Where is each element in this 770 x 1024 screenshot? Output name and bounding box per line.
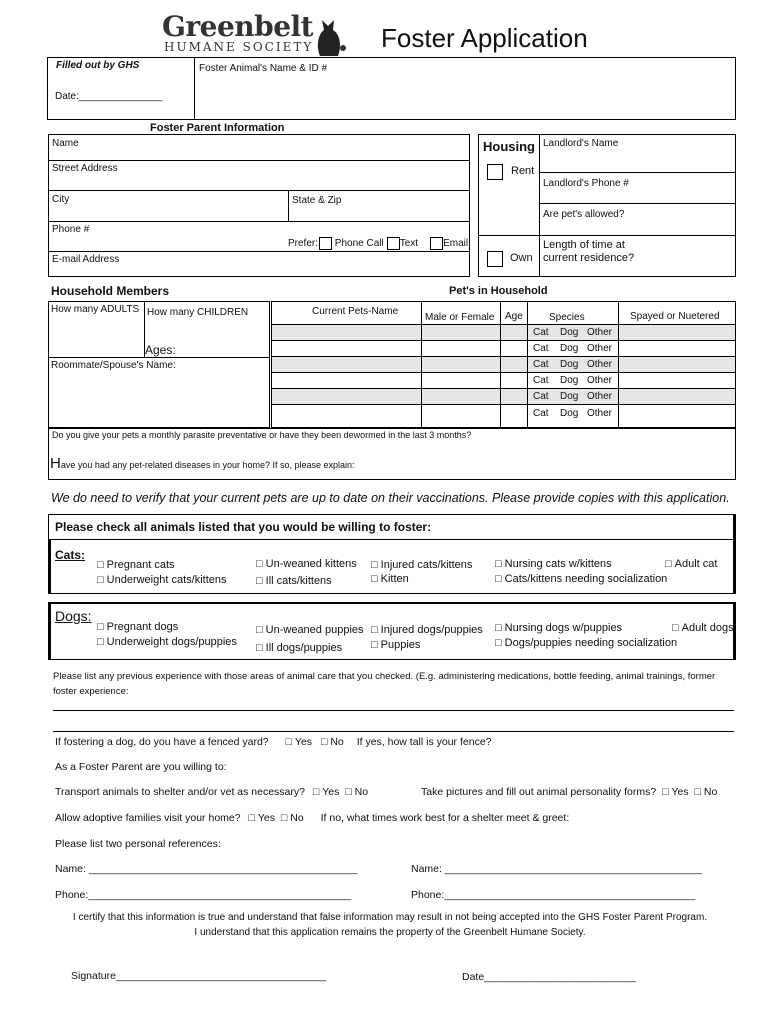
own-label: Own — [510, 252, 533, 264]
cat-pregnant-option[interactable]: □ Pregnant cats — [97, 559, 175, 571]
visit-text: Allow adoptive families visit your home? — [55, 812, 241, 824]
prefer-call-checkbox[interactable] — [319, 237, 332, 250]
certification-text — [0, 910, 770, 940]
page-title: Foster Application — [381, 23, 588, 53]
yard-yes-option[interactable]: □ Yes — [286, 736, 312, 748]
species-option-dog[interactable]: Dog — [560, 327, 579, 338]
pictures-yes-option[interactable]: □ Yes — [662, 786, 688, 798]
pets-heading: Pet's in Household — [449, 285, 548, 297]
adults-field[interactable]: How many ADULTS — [51, 304, 140, 315]
street-field[interactable]: Street Address — [52, 163, 118, 174]
ghs-date-field[interactable]: Date:_______________ — [55, 91, 163, 102]
dog-nursing-option[interactable]: □ Nursing dogs w/puppies — [495, 622, 622, 634]
species-option-cat[interactable]: Cat — [533, 359, 549, 370]
ghs-box — [47, 57, 736, 120]
dog-injured-option[interactable]: □ Injured dogs/puppies — [371, 624, 483, 636]
landlord-name-field[interactable]: Landlord's Name — [543, 138, 619, 149]
species-option-cat[interactable]: Cat — [533, 391, 549, 402]
transport-question — [55, 786, 368, 798]
prefer-email-checkbox[interactable] — [430, 237, 443, 250]
state-zip-field[interactable]: State & Zip — [292, 195, 342, 206]
species-option-dog[interactable]: Dog — [560, 343, 579, 354]
logo-subtitle: HUMANE SOCIETY — [164, 40, 314, 54]
cat-adult-option[interactable]: □ Adult cat — [665, 558, 717, 570]
dog-underweight-option[interactable]: □ Underweight dogs/puppies — [97, 636, 237, 648]
dog-adult-option[interactable]: □ Adult dogs — [672, 622, 734, 634]
disease-question[interactable] — [50, 455, 355, 472]
reference2-name-field[interactable]: Name: ____________________________________________ — [411, 863, 702, 875]
transport-text: Transport animals to shelter and/or vet as necessary? — [55, 786, 305, 798]
contact-preference — [288, 237, 468, 250]
col-spayed: Spayed or Nuetered — [630, 311, 720, 322]
rent-label: Rent — [511, 165, 535, 177]
certify-line1: I certify that this information is true and understand that false information may result in not being accepted into the GHS Foster Parent Program. — [72, 912, 708, 923]
reference1-name-field[interactable]: Name: ______________________________________________ — [55, 863, 358, 875]
disease-first-letter: H — [50, 455, 61, 472]
household-heading: Household Members — [51, 284, 170, 298]
experience-line2: foster experience: — [53, 686, 129, 697]
references-heading: Please list two personal references: — [55, 838, 221, 850]
reference1-phone-field[interactable]: Phone:_____________________________________________ — [55, 889, 352, 901]
yard-question — [55, 736, 492, 748]
city-field[interactable]: City — [52, 194, 70, 205]
own-checkbox[interactable] — [487, 251, 503, 267]
disease-text: ave you had any pet-related diseases in your home? If so, please explain: — [60, 460, 355, 470]
prefer-text-label: Text — [399, 238, 419, 250]
willing-heading: As a Foster Parent are you willing to: — [55, 761, 227, 773]
col-species: Species — [549, 312, 585, 323]
phone-field[interactable]: Phone # — [52, 224, 90, 235]
cat-underweight-option[interactable]: □ Underweight cats/kittens — [97, 574, 227, 586]
species-option-cat[interactable]: Cat — [533, 343, 549, 354]
certify-line2: I understand that this application remains the property of the Greenbelt Humane Society. — [194, 927, 586, 938]
verify-note: We do need to verify that your current pets are up to date on their vaccinations. Please provide copies with this application. — [51, 491, 730, 505]
rent-checkbox[interactable] — [487, 164, 503, 180]
species-option-dog[interactable]: Dog — [560, 359, 579, 370]
species-option-other[interactable]: Other — [587, 343, 613, 354]
residence-length-line1: Length of time at — [543, 239, 625, 251]
transport-yes-option[interactable]: □ Yes — [313, 786, 339, 798]
signature-field[interactable]: Signature____________________________________ — [71, 970, 327, 982]
species-option-dog[interactable]: Dog — [560, 408, 579, 419]
col-age: Age — [505, 311, 523, 322]
yard-follow-up: If yes, how tall is your fence? — [356, 736, 492, 748]
yard-no-option[interactable]: □ No — [321, 736, 344, 748]
species-option-other[interactable]: Other — [587, 408, 613, 419]
reference2-phone-field[interactable]: Phone:___________________________________________ — [411, 889, 696, 901]
pets-allowed-field[interactable]: Are pet's allowed? — [543, 209, 625, 220]
foster-heading-box — [48, 514, 736, 540]
dog-puppies-option[interactable]: □ Puppies — [371, 639, 420, 651]
dog-unweaned-option[interactable]: □ Un-weaned puppies — [256, 624, 364, 636]
cat-nursing-option[interactable]: □ Nursing cats w/kittens — [495, 558, 612, 570]
date-field[interactable]: Date__________________________ — [462, 971, 637, 983]
species-option-other[interactable]: Other — [587, 375, 613, 386]
visit-no-option[interactable]: □ No — [281, 812, 304, 824]
species-option-other[interactable]: Other — [587, 327, 613, 338]
residence-length-line2: current residence? — [543, 252, 635, 264]
yard-text: If fostering a dog, do you have a fenced yard? — [55, 736, 269, 748]
visit-follow-up: If no, what times work best for a shelter meet & greet: — [320, 812, 570, 824]
ages-field[interactable]: Ages: — [145, 343, 176, 357]
prefer-call-label: Phone Call — [334, 238, 384, 250]
species-option-cat[interactable]: Cat — [533, 327, 549, 338]
visit-question — [55, 812, 569, 824]
residence-length-field[interactable] — [543, 239, 634, 265]
experience-line-b[interactable] — [53, 731, 734, 732]
col-pet-name: Current Pets-Name — [312, 306, 399, 317]
col-sex: Male or Female — [425, 312, 495, 323]
dog-pregnant-option[interactable]: □ Pregnant dogs — [97, 621, 178, 633]
landlord-phone-field[interactable]: Landlord's Phone # — [543, 178, 629, 189]
pictures-question — [421, 786, 717, 798]
transport-no-option[interactable]: □ No — [345, 786, 368, 798]
experience-line-a[interactable] — [53, 710, 734, 711]
foster-heading: Please check all animals listed that you would be willing to foster: — [55, 520, 432, 534]
species-option-other[interactable]: Other — [587, 391, 613, 402]
foster-animal-field[interactable]: Foster Animal's Name & ID # — [199, 63, 328, 74]
pictures-text: Take pictures and fill out animal personality forms? — [421, 786, 657, 798]
email-field[interactable]: E-mail Address — [52, 254, 120, 265]
name-field[interactable]: Name — [52, 138, 79, 149]
cat-social-option[interactable]: □ Cats/kittens needing socialization — [495, 573, 667, 585]
species-option-cat[interactable]: Cat — [533, 375, 549, 386]
parent-heading: Foster Parent Information — [150, 122, 285, 134]
pictures-no-option[interactable]: □ No — [695, 786, 718, 798]
prefer-label: Prefer: — [288, 238, 319, 250]
species-option-dog[interactable]: Dog — [560, 375, 579, 386]
logo-name: Greenbelt — [162, 10, 314, 43]
experience-prompt — [53, 669, 715, 699]
filled-by-label: Filled out by GHS — [56, 60, 140, 71]
cat-ill-option[interactable]: □ Ill cats/kittens — [256, 575, 332, 587]
roommate-field[interactable]: Roommate/Spouse's Name: — [51, 360, 176, 371]
logo — [162, 12, 352, 56]
prefer-email-label: Email — [443, 238, 469, 250]
cats-label: Cats: — [55, 548, 86, 562]
experience-line1: Please list any previous experience with those areas of animal care that you checked. (E.g. administering medications, bottle feeding, animal trainings, former — [53, 671, 716, 682]
cat-kitten-option[interactable]: □ Kitten — [371, 573, 409, 585]
children-field[interactable]: How many CHILDREN — [147, 307, 249, 318]
cat-unweaned-option[interactable]: □ Un-weaned kittens — [256, 558, 357, 570]
species-option-dog[interactable]: Dog — [560, 391, 579, 402]
parasite-question[interactable]: Do you give your pets a monthly parasite preventative or have they been dewormed in the last 3 months? — [52, 430, 472, 440]
prefer-text-checkbox[interactable] — [387, 237, 400, 250]
dog-social-option[interactable]: □ Dogs/puppies needing socialization — [495, 637, 677, 649]
cat-logo-icon — [312, 16, 348, 56]
species-option-other[interactable]: Other — [587, 359, 613, 370]
dogs-label: Dogs: — [55, 608, 92, 624]
visit-yes-option[interactable]: □ Yes — [249, 812, 275, 824]
species-option-cat[interactable]: Cat — [533, 408, 549, 419]
housing-heading: Housing — [483, 139, 535, 154]
dog-ill-option[interactable]: □ Ill dogs/puppies — [256, 642, 342, 654]
cat-injured-option[interactable]: □ Injured cats/kittens — [371, 559, 472, 571]
